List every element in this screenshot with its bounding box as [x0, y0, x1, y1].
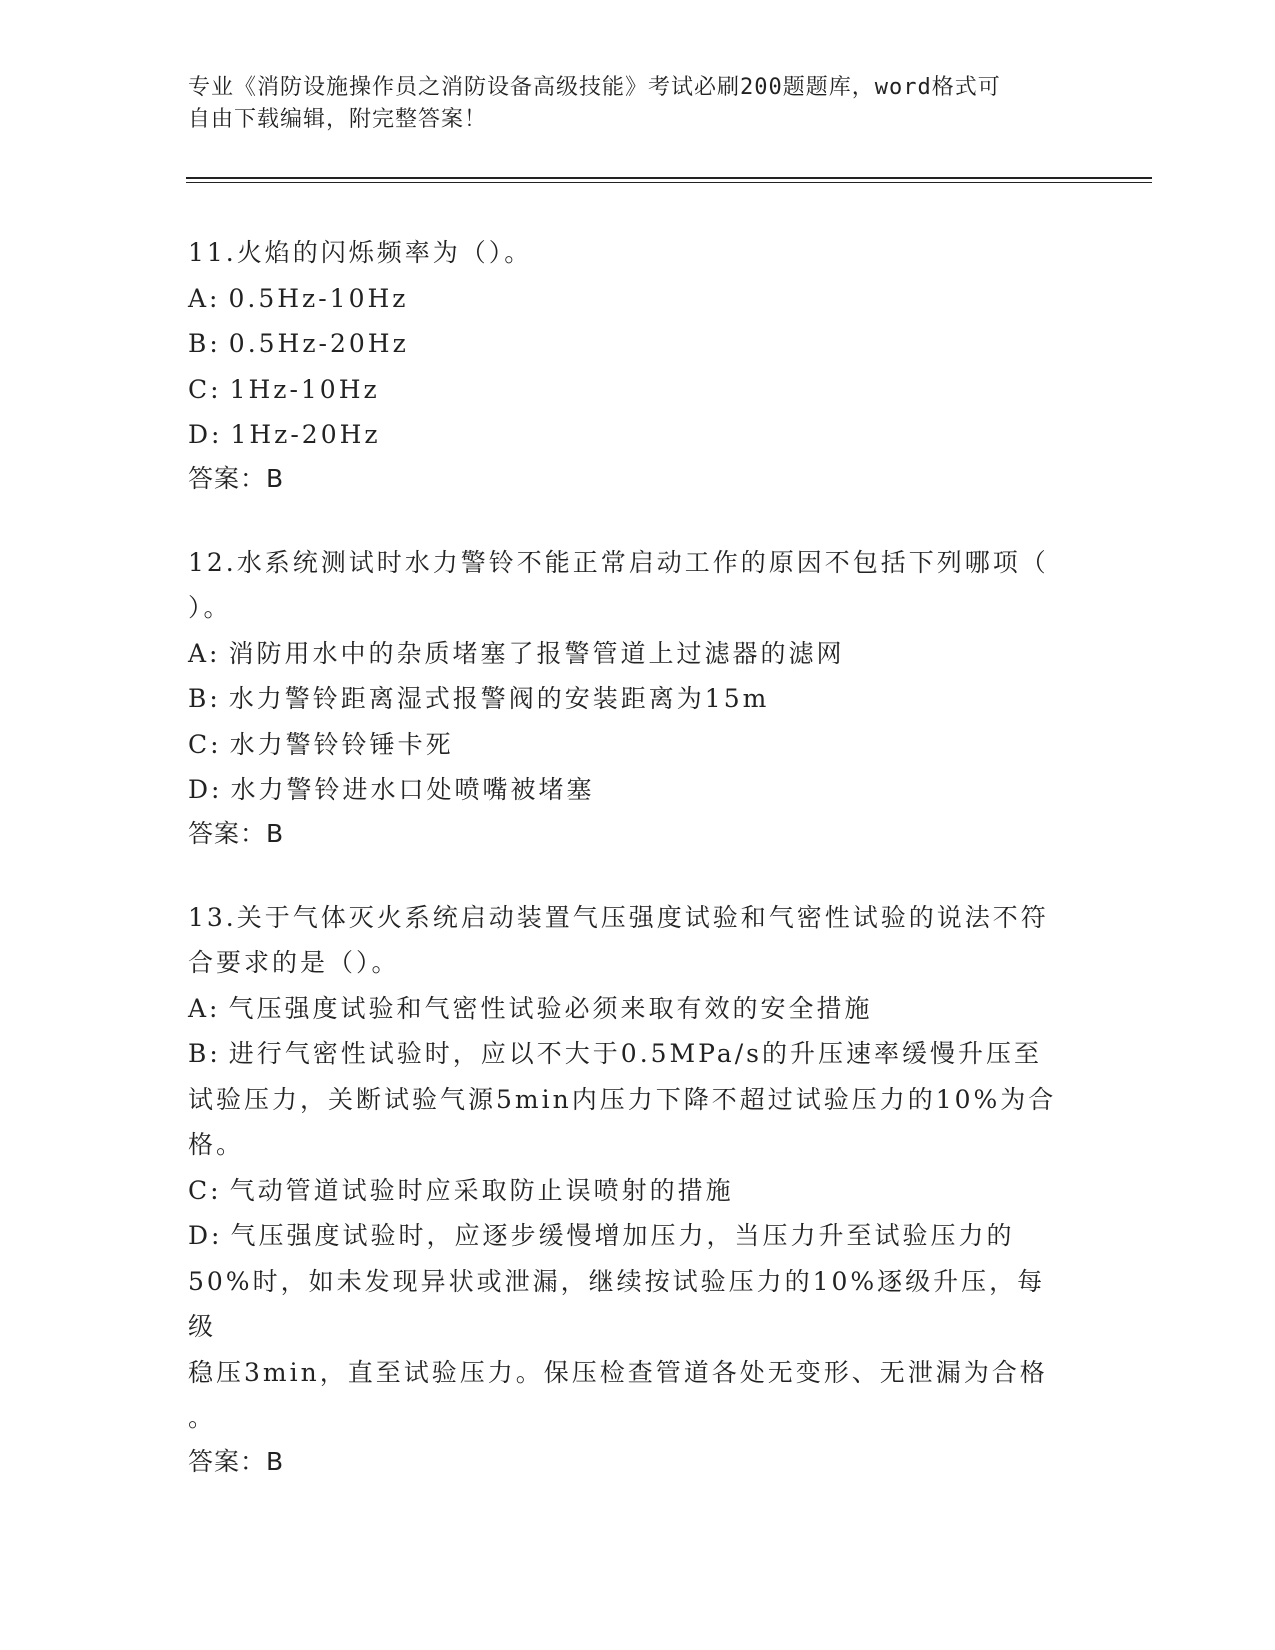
option-b-continued: 试验压力，关断试验气源5min内压力下降不超过试验压力的10%为合	[188, 1084, 1057, 1114]
option-a: A: 气压强度试验和气密性试验必须来取有效的安全措施	[188, 993, 873, 1023]
question-list	[188, 230, 1068, 1523]
header-divider-thin	[186, 182, 1152, 183]
answer-label: 答案：B	[188, 818, 285, 848]
question-stem: 13.关于气体灭火系统启动装置气压强度试验和气密性试验的说法不符	[188, 902, 1049, 932]
question-stem: 11.火焰的闪烁频率为（）。	[188, 238, 533, 267]
question-stem: 12.水系统测试时水力警铃不能正常启动工作的原因不包括下列哪项（	[188, 547, 1049, 577]
option-b: B: 水力警铃距离湿式报警阀的安装距离为15m	[188, 684, 770, 713]
document-header	[188, 72, 1068, 136]
header-line-1: 专业《消防设施操作员之消防设备高级技能》考试必刷200题题库，word格式可	[188, 75, 1001, 100]
option-b: B: 进行气密性试验时，应以不大于0.5MPa/s的升压速率缓慢升压至	[188, 1039, 1043, 1068]
option-c: C: 1Hz-10Hz	[188, 374, 380, 404]
option-b-continued: 格。	[188, 1130, 245, 1159]
question-11	[188, 230, 1068, 500]
option-c: C: 气动管道试验时应采取防止误喷射的措施	[188, 1175, 734, 1205]
option-b: B: 0.5Hz-20Hz	[188, 329, 409, 358]
option-d: D: 1Hz-20Hz	[188, 420, 381, 449]
header-divider-thick	[186, 177, 1152, 179]
question-12	[188, 540, 1068, 855]
question-stem-continued: ）。	[188, 593, 232, 622]
answer-label: 答案：B	[188, 1446, 285, 1476]
option-c: C: 水力警铃铃锤卡死	[188, 729, 454, 759]
question-stem-continued: 合要求的是（）。	[188, 948, 400, 977]
question-13	[188, 895, 1068, 1483]
option-a: A: 0.5Hz-10Hz	[188, 283, 409, 313]
option-d: D: 气压强度试验时，应逐步缓慢增加压力，当压力升至试验压力的	[188, 1221, 1015, 1250]
option-d-continued: 。	[188, 1403, 217, 1432]
header-line-2: 自由下载编辑，附完整答案！	[188, 107, 488, 132]
answer-label: 答案：B	[188, 463, 285, 493]
option-d-continued: 稳压3min，直至试验压力。保压检查管道各处无变形、无泄漏为合格	[188, 1357, 1048, 1387]
option-d-continued: 50%时，如未发现异状或泄漏，继续按试验压力的10%逐级升压，每级	[188, 1266, 1046, 1341]
option-d: D: 水力警铃进水口处喷嘴被堵塞	[188, 775, 595, 804]
option-a: A: 消防用水中的杂质堵塞了报警管道上过滤器的滤网	[188, 638, 845, 668]
